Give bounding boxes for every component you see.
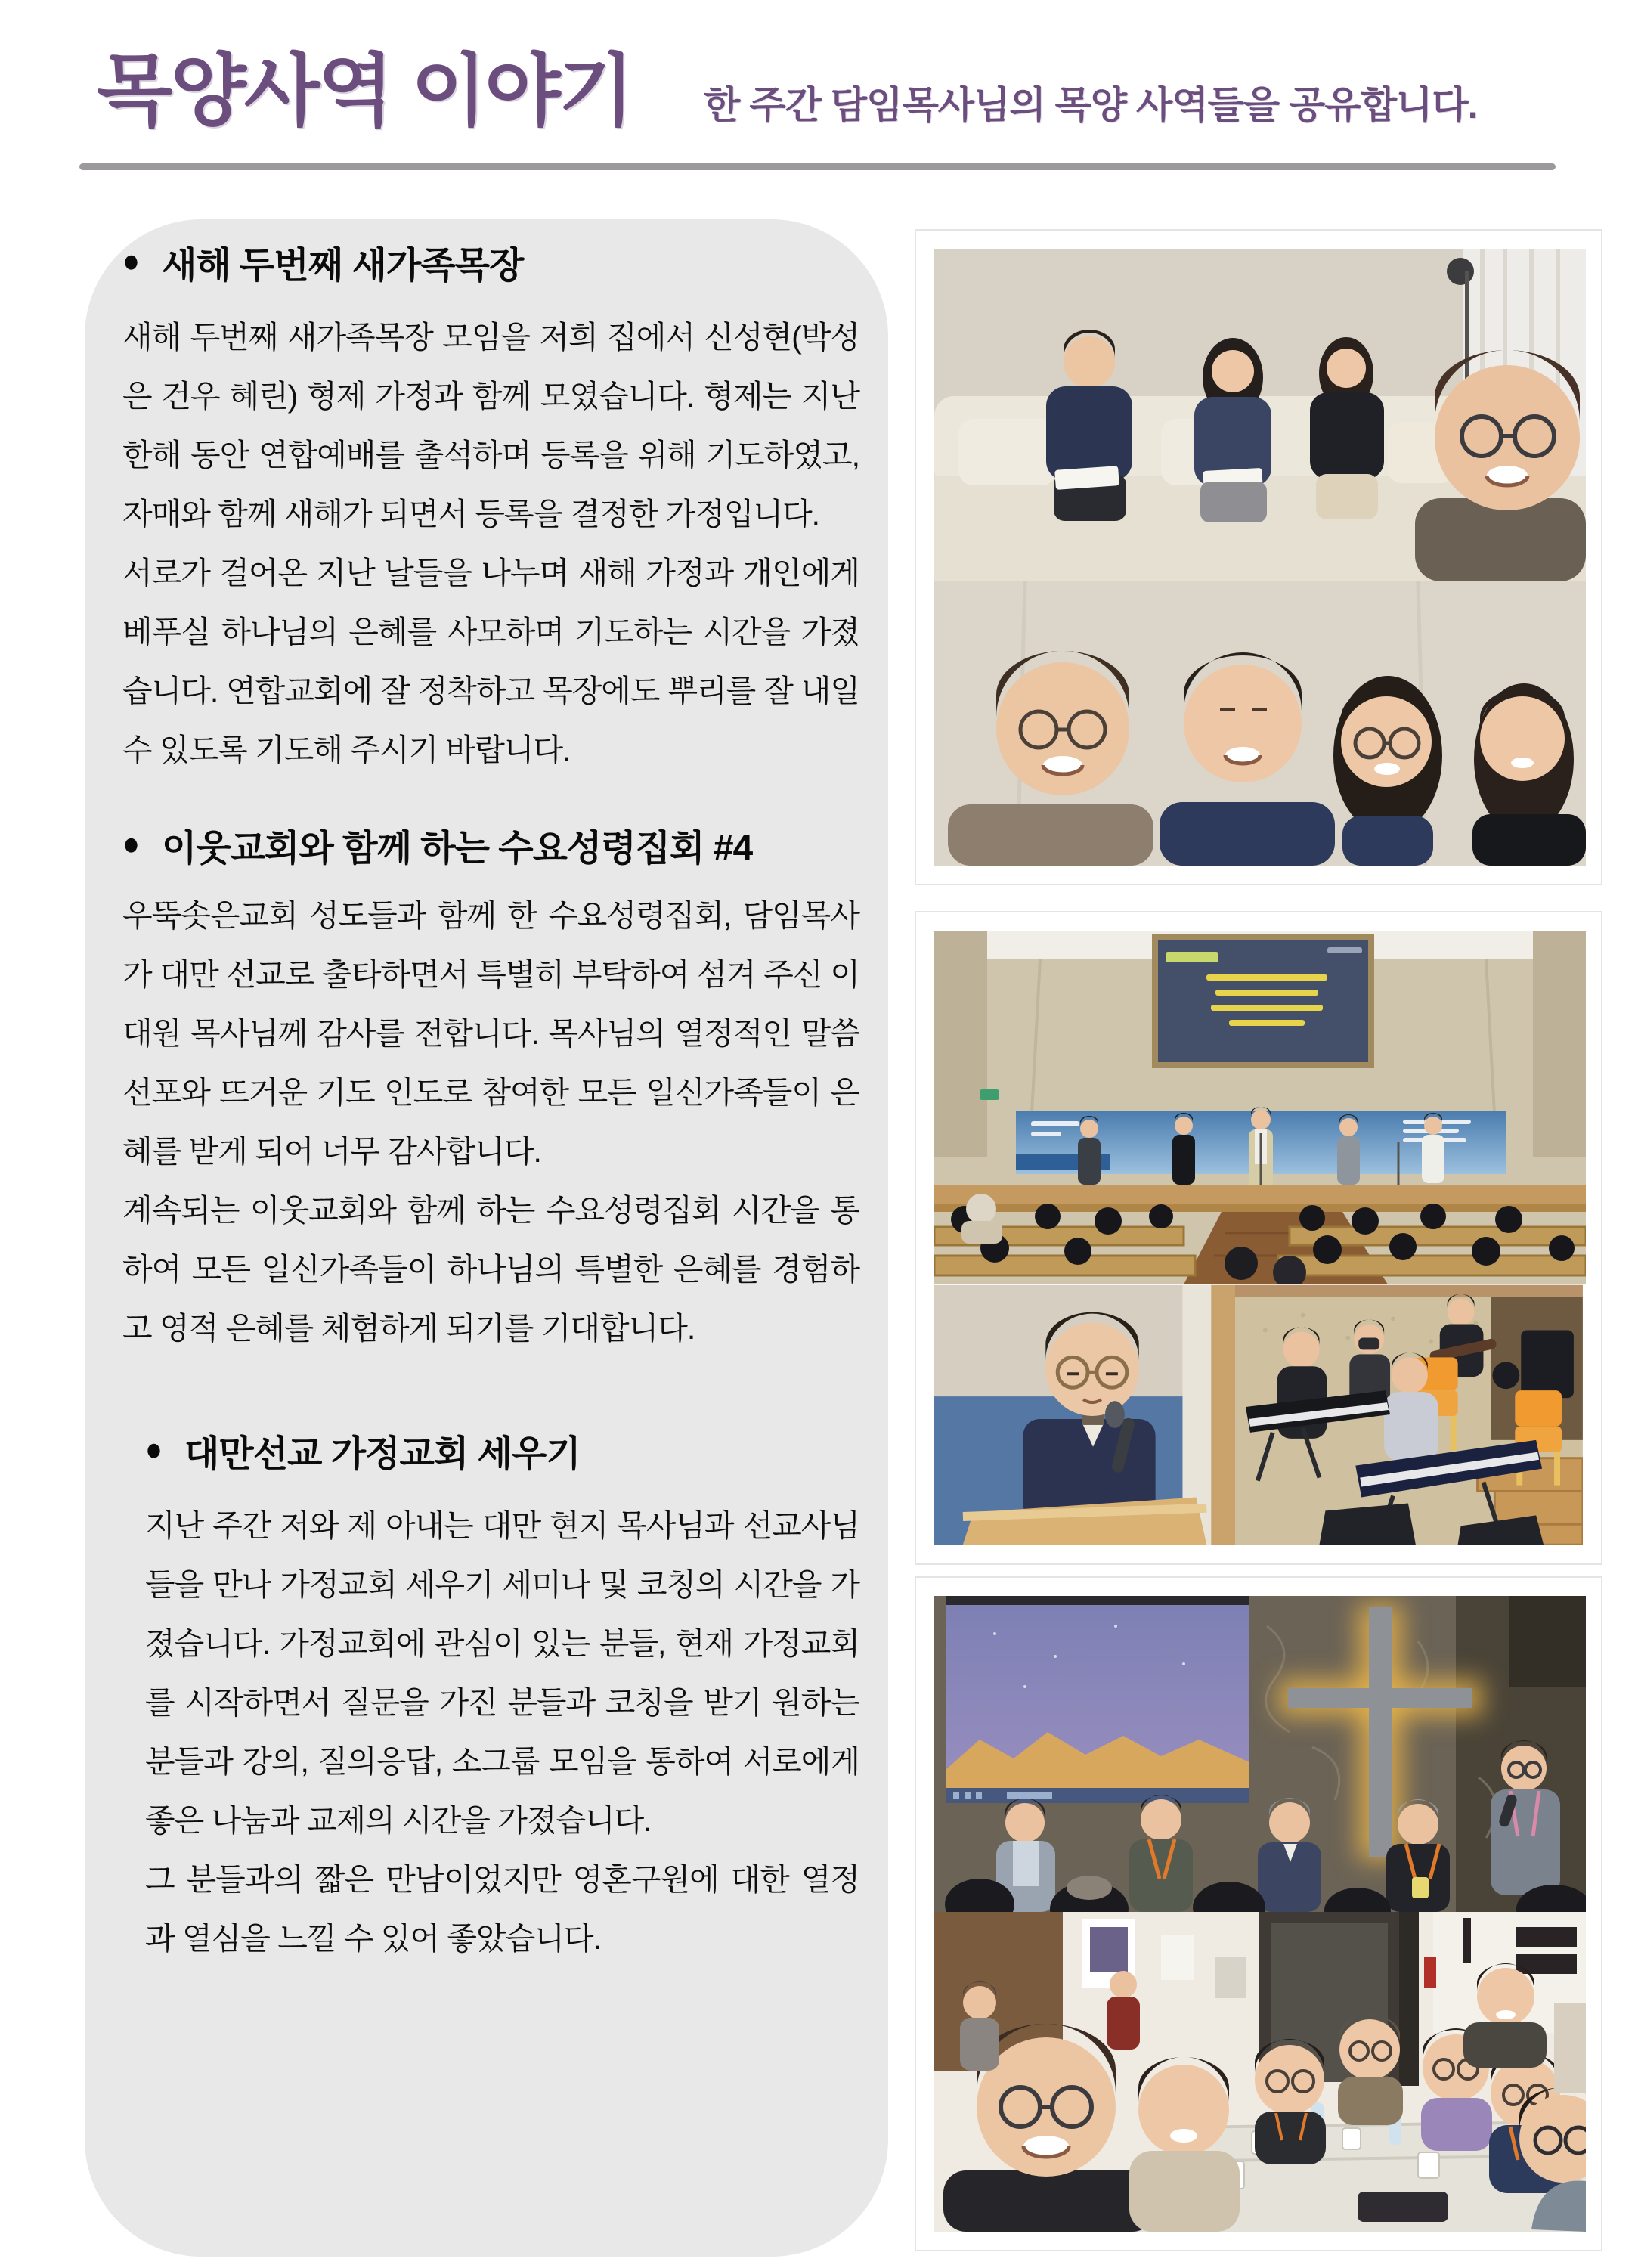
photo-row <box>934 1284 1583 1545</box>
page-header <box>97 47 1478 138</box>
section-heading <box>122 819 859 871</box>
photo-cross-panel <box>934 1596 1586 1912</box>
header-divider <box>79 163 1556 170</box>
bullet-icon: ● <box>145 1431 162 1469</box>
paragraph: 서로가 걸어온 지난 날들을 나누며 새해 가정과 개인에게 베푸실 하나님의 은혜를 사모하며 기도하는 시간을 가졌습니다. 연합교회에 잘 정착하고 목장에도 뿌리를 잘 내일 수 있도록 기도해 주시기 바랍니다. <box>122 556 859 767</box>
text-column <box>122 236 859 1968</box>
photo-sanctuary-worship <box>934 931 1586 1284</box>
photo-frame-wednesday-meeting <box>915 911 1602 1565</box>
paragraph: 계속되는 이웃교회와 함께 하는 수요성령집회 시간을 통하여 모든 일신가족들이 하나님의 특별한 은혜를 경험하고 영적 은혜를 체험하게 되기를 기대합니다. <box>122 1193 859 1346</box>
photo-frame-new-family <box>915 229 1602 885</box>
section-heading-label: 이웃교회와 함께 하는 수요성령집회 #4 <box>161 829 753 869</box>
paragraph: 지난 주간 저와 제 아내는 대만 현지 목사님과 선교사님들을 만나 가정교회 세우기 세미나 및 코칭의 시간을 가졌습니다. 가정교회에 관심이 있는 분들, 현재 가정교회를 시작하면서 질문을 가진 분들과 코칭을 받기 원하는 분들과 강의, 질의응답, 소그룹 모임을 통하여 서로에게 좋은 나눔과 교제의 시간을 가졌습니다. <box>145 1508 859 1838</box>
bullet-icon: ● <box>122 243 139 280</box>
section-taiwan-mission <box>122 1424 859 1968</box>
section-new-family-mokjang <box>122 236 859 779</box>
photo-frame-taiwan-mission <box>915 1576 1602 2251</box>
photo-living-room <box>934 249 1586 581</box>
section-wednesday-meeting <box>122 819 859 1358</box>
page-subtitle: 한 주간 담임목사님의 목양 사역들을 공유합니다. <box>704 84 1478 126</box>
section-heading-label: 대만선교 가정교회 세우기 <box>184 1434 581 1474</box>
paragraph: 그 분들과의 짧은 만남이었지만 영혼구원에 대한 열정과 열심을 느낄 수 있어 좋았습니다. <box>145 1862 859 1956</box>
photo-family-selfie <box>934 581 1586 866</box>
paragraph: 새해 두번째 새가족목장 모임을 저희 집에서 신성현(박성은 건우 혜린) 형제 가정과 함께 모였습니다. 형제는 지난 한해 동안 연합예배를 출석하며 등록을 위해 기도하였고, 자매와 함께 새해가 되면서 등록을 결정한 가정입니다. <box>122 320 859 531</box>
page-title: 목양사역 이야기 <box>97 48 633 135</box>
photo-preacher-praying <box>934 1284 1235 1545</box>
paragraph: 우뚝솟은교회 성도들과 함께 한 수요성령집회, 담임목사가 대만 선교로 출타하면서 특별히 부탁하여 섬겨 주신 이대원 목사님께 감사를 전합니다. 목사님의 열정적인 말씀 선포와 뜨거운 기도 인도로 참여한 모든 일신가족들이 은혜를 받게 되어 너무 감사합니다. <box>122 898 859 1169</box>
photo-worship-band <box>1235 1284 1583 1545</box>
bullet-icon: ● <box>122 826 139 863</box>
section-heading-label: 새해 두번째 새가족목장 <box>161 246 524 286</box>
section-heading <box>145 1424 859 1476</box>
section-heading <box>122 236 859 288</box>
photo-table-fellowship <box>934 1912 1586 2232</box>
